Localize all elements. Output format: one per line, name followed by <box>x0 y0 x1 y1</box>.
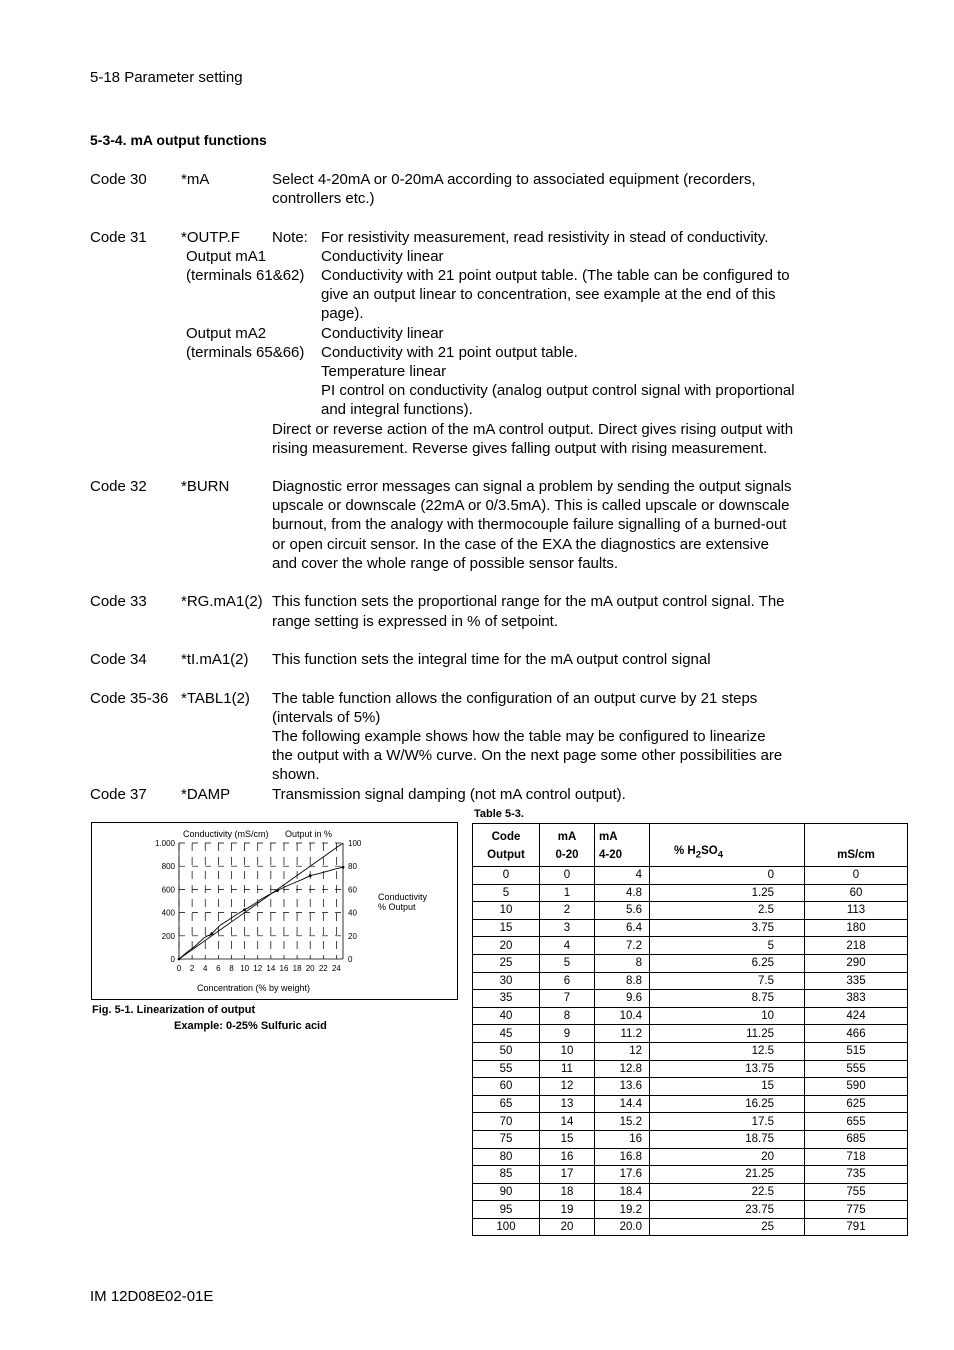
figure-subcaption: Example: 0-25% Sulfuric acid <box>174 1020 327 1032</box>
table-cell: 625 <box>805 1095 908 1113</box>
table-row <box>473 954 908 972</box>
table-cell: 19.2 <box>595 1201 650 1219</box>
table-row <box>473 972 908 990</box>
page-footer: IM 12D08E02-01E <box>90 1288 214 1305</box>
y2-axis-label: Output in % <box>285 829 333 839</box>
data-point <box>309 874 312 877</box>
table-cell: 17 <box>540 1166 595 1184</box>
table-cell: 4 <box>595 867 650 885</box>
table-row <box>473 1201 908 1219</box>
table-row <box>473 1042 908 1060</box>
table-cell: 16 <box>540 1148 595 1166</box>
output-name: Output mA1 <box>186 248 267 265</box>
desc-line: and integral functions). <box>321 401 473 418</box>
right-label-1: Conductivity <box>378 892 428 902</box>
table-cell: 15.2 <box>595 1113 650 1131</box>
table-row <box>473 1130 908 1148</box>
table-cell: 775 <box>805 1201 908 1219</box>
table-row <box>473 919 908 937</box>
table-cell: 35 <box>473 990 540 1008</box>
col-header-h2so4: % $H_2SO_4$ <box>650 824 805 867</box>
x-tick-label: 4 <box>203 964 208 973</box>
table-cell: 0 <box>650 867 805 885</box>
table-cell: 14.4 <box>595 1095 650 1113</box>
desc-line: Direct or reverse action of the mA control output. Direct gives rising output with <box>272 421 794 438</box>
table-row <box>473 937 908 955</box>
desc-line: (intervals of 5%) <box>272 709 381 726</box>
table-cell: 25 <box>650 1218 805 1236</box>
table-cell: 0 <box>805 867 908 885</box>
table-cell: 12 <box>595 1042 650 1060</box>
table-cell: 555 <box>805 1060 908 1078</box>
table-cell: 13.6 <box>595 1078 650 1096</box>
x-tick-label: 22 <box>318 964 328 973</box>
table-cell: 10 <box>650 1007 805 1025</box>
table-row <box>473 1166 908 1184</box>
table-cell: 75 <box>473 1130 540 1148</box>
x-tick-label: 2 <box>189 964 195 973</box>
desc-line: Temperature linear <box>321 363 447 380</box>
table-cell: 4.8 <box>595 884 650 902</box>
table-cell: 15 <box>650 1078 805 1096</box>
param-name: *DAMP <box>181 786 231 803</box>
table-cell: 9.6 <box>595 990 650 1008</box>
code-label: Code 37 <box>90 786 147 803</box>
linearization-chart <box>91 822 458 1000</box>
table-cell: 515 <box>805 1042 908 1060</box>
table-cell: 8.75 <box>650 990 805 1008</box>
table-cell: 95 <box>473 1201 540 1219</box>
table-header-row <box>473 824 908 867</box>
table-cell: 3.75 <box>650 919 805 937</box>
desc-line: shown. <box>272 766 320 783</box>
x-tick-label: 12 <box>253 964 263 973</box>
table-cell: 3 <box>540 919 595 937</box>
code-label: Code 31 <box>90 229 147 246</box>
y2-tick-label: 100 <box>348 839 362 848</box>
desc-line: Select 4-20mA or 0-20mA according to associated equipment (recorders, <box>272 171 756 188</box>
desc-line: upscale or downscale (22mA or 0/3.5mA). This is called upscale or downscale <box>272 497 790 514</box>
table-cell: 20 <box>650 1148 805 1166</box>
table-row <box>473 1183 908 1201</box>
table-cell: 25 <box>473 954 540 972</box>
table-cell: 9 <box>540 1025 595 1043</box>
table-cell: 8.8 <box>595 972 650 990</box>
y2-tick-label: 0 <box>348 955 353 964</box>
y2-tick-label: 20 <box>348 931 357 941</box>
concentration-table <box>472 823 908 1236</box>
param-name: *tI.mA1(2) <box>181 651 249 668</box>
table-row <box>473 1218 908 1236</box>
param-name: *RG.mA1(2) <box>181 593 263 610</box>
desc-line: controllers etc.) <box>272 190 375 207</box>
x-tick-label: 0 <box>176 964 182 973</box>
y-tick-label: 600 <box>161 885 175 895</box>
x-tick-label: 6 <box>216 964 221 973</box>
table-cell: 60 <box>473 1078 540 1096</box>
table-cell: 20.0 <box>595 1218 650 1236</box>
table-cell: 424 <box>805 1007 908 1025</box>
table-cell: 18.4 <box>595 1183 650 1201</box>
data-point <box>243 908 246 911</box>
y2-tick-label: 40 <box>348 908 357 918</box>
output-line <box>179 843 343 959</box>
data-point <box>342 866 345 869</box>
desc-line: The table function allows the configuration of an output curve by 21 steps <box>272 690 758 707</box>
page-header: 5-18 Parameter setting <box>90 69 243 86</box>
table-cell: 2 <box>540 902 595 920</box>
table-row <box>473 902 908 920</box>
table-cell: 11.2 <box>595 1025 650 1043</box>
table-cell: 19 <box>540 1201 595 1219</box>
table-cell: 0 <box>473 867 540 885</box>
table-row <box>473 884 908 902</box>
table-cell: 10 <box>540 1042 595 1060</box>
table-cell: 16 <box>595 1130 650 1148</box>
desc-line: The following example shows how the table may be configured to linearize <box>272 728 766 745</box>
table-cell: 60 <box>805 884 908 902</box>
right-label-2: % Output <box>378 902 416 912</box>
code-label: Code 35-36 <box>90 690 169 707</box>
col-header-code: Code Output <box>473 824 540 867</box>
x-tick-label: 10 <box>240 964 250 973</box>
x-tick-label: 20 <box>305 964 315 973</box>
table-cell: 13 <box>540 1095 595 1113</box>
y-tick-label: 800 <box>161 862 175 872</box>
table-cell: 90 <box>473 1183 540 1201</box>
table-cell: 6 <box>540 972 595 990</box>
x-tick-label: 14 <box>266 964 276 973</box>
x-axis-label: Concentration (% by weight) <box>197 983 311 993</box>
col-header-ma020: mA 0-20 <box>540 824 595 867</box>
table-cell: 8 <box>595 954 650 972</box>
table-cell: 7.2 <box>595 937 650 955</box>
table-cell: 55 <box>473 1060 540 1078</box>
desc-line: This function sets the proportional range for the mA output control signal. The <box>272 593 785 610</box>
output-name: Output mA2 <box>186 325 267 342</box>
table-cell: 16.8 <box>595 1148 650 1166</box>
y-tick-label: 200 <box>161 931 175 941</box>
table-cell: 21.25 <box>650 1166 805 1184</box>
desc-line: Conductivity linear <box>321 248 444 265</box>
table-cell: 5 <box>650 937 805 955</box>
desc-line: Diagnostic error messages can signal a problem by sending the output signals <box>272 478 792 495</box>
y-axis-label: Conductivity (mS/cm) <box>183 829 269 839</box>
code-label: Code 30 <box>90 171 147 188</box>
code-label: Code 32 <box>90 478 147 495</box>
chart-lines <box>178 843 345 960</box>
desc-line: This function sets the integral time for the mA output control signal <box>272 651 711 668</box>
desc-line: For resistivity measurement, read resistivity in stead of conductivity. <box>321 229 769 246</box>
table-cell: 30 <box>473 972 540 990</box>
table-cell: 11.25 <box>650 1025 805 1043</box>
table-cell: 11 <box>540 1060 595 1078</box>
param-name: *BURN <box>181 478 230 495</box>
table-cell: 383 <box>805 990 908 1008</box>
output-terminals: (terminals 65&66) <box>186 344 305 361</box>
x-tick-label: 18 <box>292 964 302 973</box>
table-cell: 5 <box>540 954 595 972</box>
table-cell: 113 <box>805 902 908 920</box>
table-cell: 15 <box>473 919 540 937</box>
table-cell: 218 <box>805 937 908 955</box>
table-cell: 12.8 <box>595 1060 650 1078</box>
table-cell: 791 <box>805 1218 908 1236</box>
table-cell: 20 <box>540 1218 595 1236</box>
table-cell: 735 <box>805 1166 908 1184</box>
table-cell: 45 <box>473 1025 540 1043</box>
desc-line: burnout, from the analogy with thermocouple failure signalling of a burned-out <box>272 516 787 533</box>
table-cell: 10 <box>473 902 540 920</box>
table-cell: 718 <box>805 1148 908 1166</box>
table-cell: 8 <box>540 1007 595 1025</box>
table-cell: 1.25 <box>650 884 805 902</box>
desc-line: rising measurement. Reverse gives falling output with rising measurement. <box>272 440 768 457</box>
table-cell: 335 <box>805 972 908 990</box>
desc-line: Conductivity with 21 point output table. (The table can be configured to <box>321 267 790 284</box>
table-cell: 20 <box>473 937 540 955</box>
table-cell: 18 <box>540 1183 595 1201</box>
table-cell: 5 <box>473 884 540 902</box>
table-cell: 5.6 <box>595 902 650 920</box>
table-cell: 7.5 <box>650 972 805 990</box>
section-title: 5-3-4. mA output functions <box>90 132 267 148</box>
x-tick-label: 24 <box>331 964 341 973</box>
table-cell: 17.6 <box>595 1166 650 1184</box>
table-cell: 290 <box>805 954 908 972</box>
table-cell: 17.5 <box>650 1113 805 1131</box>
desc-line: page). <box>321 305 364 322</box>
figure-caption: Fig. 5-1. Linearization of output <box>92 1004 256 1016</box>
desc-line: Conductivity with 21 point output table. <box>321 344 578 361</box>
output-terminals: (terminals 61&62) <box>186 267 305 284</box>
table-cell: 6.4 <box>595 919 650 937</box>
desc-line: range setting is expressed in % of setpoint. <box>272 613 558 630</box>
x-tick-label: 8 <box>229 964 234 973</box>
table-cell: 590 <box>805 1078 908 1096</box>
y-tick-label: 400 <box>161 908 175 918</box>
table-row <box>473 1025 908 1043</box>
desc-line: Transmission signal damping (not mA control output). <box>272 786 626 803</box>
table-cell: 100 <box>473 1218 540 1236</box>
y2-tick-label: 60 <box>348 885 357 895</box>
table-row <box>473 1060 908 1078</box>
table-cell: 1 <box>540 884 595 902</box>
table-cell: 13.75 <box>650 1060 805 1078</box>
table-row <box>473 1095 908 1113</box>
table-cell: 0 <box>540 867 595 885</box>
table-cell: 15 <box>540 1130 595 1148</box>
table-cell: 7 <box>540 990 595 1008</box>
y2-tick-label: 80 <box>348 862 357 872</box>
table-cell: 685 <box>805 1130 908 1148</box>
x-tick-label: 16 <box>279 964 289 973</box>
table-cell: 180 <box>805 919 908 937</box>
note-label: Note: <box>272 229 308 246</box>
table-row <box>473 1078 908 1096</box>
table-cell: 2.5 <box>650 902 805 920</box>
table-cell: 12 <box>540 1078 595 1096</box>
desc-line: give an output linear to concentration, see example at the end of this <box>321 286 776 303</box>
table-cell: 40 <box>473 1007 540 1025</box>
table-cell: 755 <box>805 1183 908 1201</box>
table-cell: 4 <box>540 937 595 955</box>
table-cell: 70 <box>473 1113 540 1131</box>
table-cell: 10.4 <box>595 1007 650 1025</box>
table-cell: 655 <box>805 1113 908 1131</box>
table-row <box>473 867 908 885</box>
y-tick-label: 1.000 <box>154 839 175 848</box>
desc-line: PI control on conductivity (analog output control signal with proportional <box>321 382 795 399</box>
y-tick-label: 0 <box>170 955 175 964</box>
table-cell: 16.25 <box>650 1095 805 1113</box>
table-cell: 466 <box>805 1025 908 1043</box>
param-name: *mA <box>181 171 210 188</box>
table-cell: 65 <box>473 1095 540 1113</box>
param-name: *TABL1(2) <box>181 690 250 707</box>
desc-line: or open circuit sensor. In the case of the EXA the diagnostics are extensive <box>272 536 769 553</box>
desc-line: and cover the whole range of possible sensor faults. <box>272 555 619 572</box>
table-cell: 85 <box>473 1166 540 1184</box>
table-cell: 6.25 <box>650 954 805 972</box>
table-caption: Table 5-3. <box>474 808 524 820</box>
desc-line: the output with a W/W% curve. On the next page some other possibilities are <box>272 747 783 764</box>
table-cell: 50 <box>473 1042 540 1060</box>
desc-line: Conductivity linear <box>321 325 444 342</box>
code-label: Code 33 <box>90 593 147 610</box>
table-cell: 18.75 <box>650 1130 805 1148</box>
table-row <box>473 1113 908 1131</box>
param-name: *OUTP.F <box>181 229 240 246</box>
table-row <box>473 990 908 1008</box>
table-cell: 14 <box>540 1113 595 1131</box>
table-row <box>473 1007 908 1025</box>
code-label: Code 34 <box>90 651 147 668</box>
col-header-mscm: mS/cm <box>805 824 908 867</box>
table-cell: 23.75 <box>650 1201 805 1219</box>
table-cell: 12.5 <box>650 1042 805 1060</box>
conductivity-curve <box>179 867 343 959</box>
table-row <box>473 1148 908 1166</box>
table-cell: 22.5 <box>650 1183 805 1201</box>
table-cell: 80 <box>473 1148 540 1166</box>
col-header-ma420: mA 4-20 <box>595 824 650 867</box>
